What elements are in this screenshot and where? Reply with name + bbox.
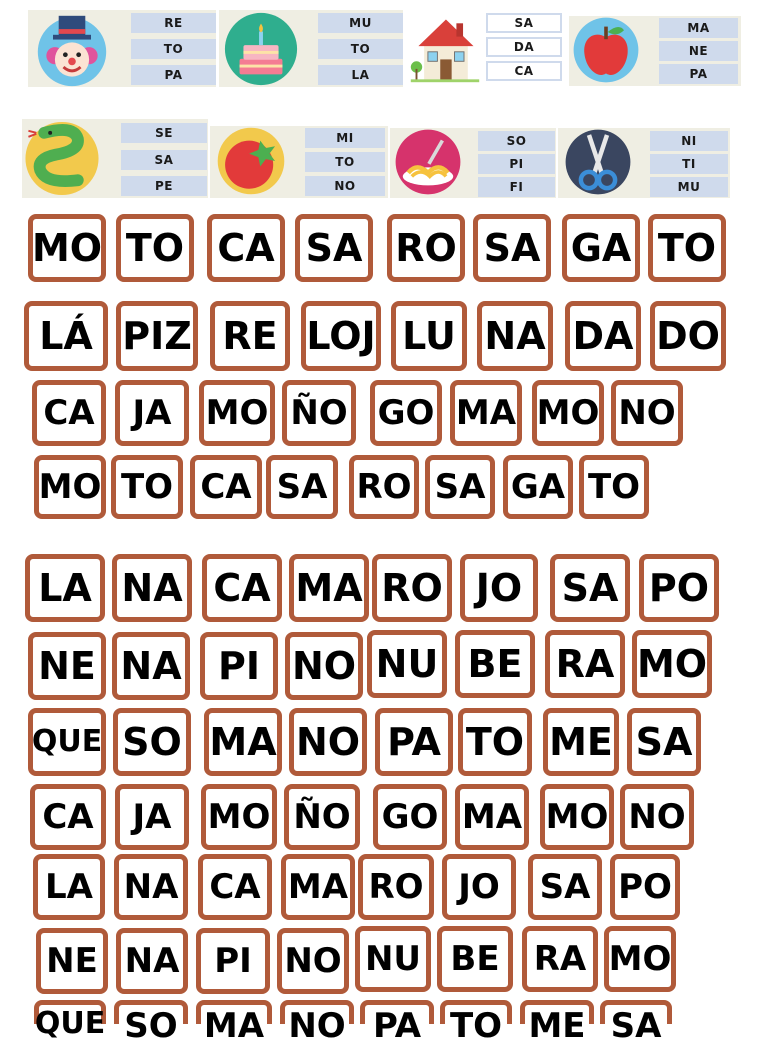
option-3[interactable]: MU (650, 177, 728, 197)
syllable-tile[interactable]: PI (200, 632, 278, 700)
syllable-tile[interactable]: TO (440, 1000, 512, 1024)
syllable-tile[interactable]: SA (627, 708, 701, 776)
syllable-tile[interactable]: LA (25, 554, 105, 622)
picture-card-spaghetti (390, 128, 556, 198)
option-3[interactable]: CA (486, 61, 562, 81)
syllable-tile[interactable]: MA (455, 784, 529, 850)
option-2[interactable]: SA (121, 150, 207, 170)
syllable-tile[interactable]: RO (372, 554, 452, 622)
syllable-tile[interactable]: DA (565, 301, 641, 371)
syllable-tile[interactable]: BE (437, 926, 513, 992)
syllable-tile[interactable]: MA (196, 1000, 272, 1024)
option-1[interactable]: MA (659, 18, 738, 38)
syllable-tile[interactable]: JO (442, 854, 516, 920)
syllable-tile[interactable]: SA (266, 455, 338, 519)
syllable-tile[interactable]: NE (28, 632, 106, 700)
syllable-tile[interactable]: SO (114, 1000, 188, 1024)
syllable-tile[interactable]: ME (520, 1000, 594, 1024)
syllable-tile[interactable]: NO (620, 784, 694, 850)
syllable-tile[interactable]: GO (370, 380, 442, 446)
option-3[interactable]: LA (318, 65, 403, 85)
syllable-tile[interactable]: MO (604, 926, 676, 992)
picture-card-snake (22, 119, 208, 198)
option-3[interactable]: PE (121, 176, 207, 196)
syllable-tile[interactable]: NA (112, 554, 192, 622)
syllable-tile[interactable]: CA (190, 455, 262, 519)
options (131, 13, 216, 85)
option-1[interactable]: SO (478, 131, 555, 151)
option-2[interactable]: TO (305, 152, 385, 172)
syllable-tile[interactable]: SA (550, 554, 630, 622)
apple-icon (570, 14, 642, 86)
syllable-tile[interactable]: MO (632, 630, 712, 698)
options (318, 13, 403, 85)
option-3[interactable]: PA (659, 64, 738, 84)
syllable-tile[interactable]: GA (503, 455, 573, 519)
syllable-tile[interactable]: RO (349, 455, 419, 519)
syllable-tile[interactable]: MO (201, 784, 277, 850)
syllable-tile[interactable]: QUE (34, 1000, 106, 1024)
picture-card-scissors (558, 128, 730, 198)
option-3[interactable]: FI (478, 177, 555, 197)
syllable-tile[interactable]: CA (202, 554, 282, 622)
syllable-tile[interactable]: NO (280, 1000, 354, 1024)
option-2[interactable]: NE (659, 41, 738, 61)
syllable-tile[interactable]: GO (373, 784, 447, 850)
options (650, 131, 728, 197)
tomato-icon (214, 124, 288, 198)
options (659, 18, 738, 84)
syllable-tile[interactable]: LÁ (24, 301, 108, 371)
syllable-tile[interactable]: LU (391, 301, 467, 371)
options (486, 13, 562, 81)
syllable-tile[interactable]: JA (115, 784, 189, 850)
syllable-tile[interactable]: ME (543, 708, 619, 776)
syllable-tile[interactable]: SA (528, 854, 602, 920)
option-1[interactable]: MU (318, 13, 403, 33)
syllable-tile[interactable]: NE (36, 928, 108, 994)
syllable-tile[interactable]: SO (113, 708, 191, 776)
syllable-tile[interactable]: SA (600, 1000, 672, 1024)
syllable-tile[interactable]: SA (473, 214, 551, 282)
syllable-tile[interactable]: CA (32, 380, 106, 446)
syllable-tile[interactable]: CA (30, 784, 106, 850)
option-1[interactable]: RE (131, 13, 216, 33)
syllable-tile[interactable]: PO (639, 554, 719, 622)
syllable-tile[interactable]: NO (289, 708, 367, 776)
syllable-tile[interactable]: NU (367, 630, 447, 698)
syllable-tile[interactable]: JO (460, 554, 538, 622)
syllable-tile[interactable]: NA (114, 854, 188, 920)
syllable-tile[interactable]: MO (199, 380, 275, 446)
syllable-tile[interactable]: PA (360, 1000, 434, 1024)
syllable-tile[interactable]: GA (562, 214, 640, 282)
syllable-tile[interactable]: RA (522, 926, 598, 992)
syllable-tile[interactable]: NO (285, 632, 363, 700)
syllable-tile[interactable]: RA (545, 630, 625, 698)
option-3[interactable]: PA (131, 65, 216, 85)
option-1[interactable]: NI (650, 131, 728, 151)
syllable-tile[interactable]: NA (112, 632, 190, 700)
syllable-tile[interactable]: ÑO (282, 380, 356, 446)
syllable-tile[interactable]: NU (355, 926, 431, 992)
option-2[interactable]: DA (486, 37, 562, 57)
syllable-tile[interactable]: TO (579, 455, 649, 519)
spaghetti-icon (392, 126, 464, 198)
snake-icon (22, 119, 102, 198)
option-2[interactable]: TO (131, 39, 216, 59)
syllable-tile[interactable]: RO (358, 854, 434, 920)
options (305, 128, 385, 196)
syllable-tile[interactable]: PA (375, 708, 453, 776)
syllable-tile[interactable]: DO (650, 301, 726, 371)
syllable-tile[interactable]: TO (648, 214, 726, 282)
option-1[interactable]: MI (305, 128, 385, 148)
syllable-tile[interactable]: RO (387, 214, 465, 282)
house-icon (406, 10, 484, 86)
picture-card-cake (219, 10, 403, 87)
syllable-tile[interactable]: TO (111, 455, 183, 519)
option-1[interactable]: SA (486, 13, 562, 33)
syllable-tile[interactable]: MO (34, 455, 106, 519)
syllable-tile[interactable]: NO (611, 380, 683, 446)
syllable-tile[interactable]: PI (196, 928, 270, 994)
syllable-tile[interactable]: NO (277, 928, 349, 994)
syllable-tile[interactable]: SA (425, 455, 495, 519)
syllable-tile[interactable]: MA (281, 854, 355, 920)
options (121, 123, 207, 196)
syllable-tile[interactable]: MA (289, 554, 369, 622)
syllable-tile[interactable]: LOJ (301, 301, 381, 371)
picture-card-clown (28, 10, 216, 87)
option-2[interactable]: TI (650, 154, 728, 174)
option-1[interactable]: SE (121, 123, 207, 143)
syllable-tile[interactable]: ÑO (284, 784, 360, 850)
syllable-tile[interactable]: MA (450, 380, 522, 446)
syllable-tile[interactable]: MO (532, 380, 604, 446)
option-2[interactable]: PI (478, 154, 555, 174)
clown-icon (34, 12, 110, 88)
syllable-tile[interactable]: MO (28, 214, 106, 282)
syllable-tile[interactable]: TO (458, 708, 532, 776)
syllable-tile[interactable]: RE (210, 301, 290, 371)
syllable-tile[interactable]: JA (115, 380, 189, 446)
picture-card-house (404, 10, 564, 87)
syllable-tile[interactable]: TO (116, 214, 194, 282)
syllable-tile[interactable]: MA (204, 708, 282, 776)
syllable-tile[interactable]: QUE (28, 708, 106, 776)
syllable-tile[interactable]: PIZ (116, 301, 198, 371)
picture-card-apple (569, 16, 741, 86)
scissors-icon (562, 126, 634, 198)
option-2[interactable]: TO (318, 39, 403, 59)
syllable-tile[interactable]: PO (610, 854, 680, 920)
picture-card-tomato (210, 126, 388, 198)
option-3[interactable]: NO (305, 176, 385, 196)
syllable-tile[interactable]: SA (295, 214, 373, 282)
options (478, 131, 555, 197)
syllable-tile[interactable]: NA (477, 301, 553, 371)
syllable-tile[interactable]: MO (540, 784, 614, 850)
syllable-tile[interactable]: NA (116, 928, 188, 994)
syllable-tile[interactable]: CA (207, 214, 285, 282)
syllable-tile[interactable]: BE (455, 630, 535, 698)
syllable-tile[interactable]: CA (198, 854, 272, 920)
syllable-tile[interactable]: LA (33, 854, 105, 920)
birthday-cake-icon (222, 10, 300, 88)
